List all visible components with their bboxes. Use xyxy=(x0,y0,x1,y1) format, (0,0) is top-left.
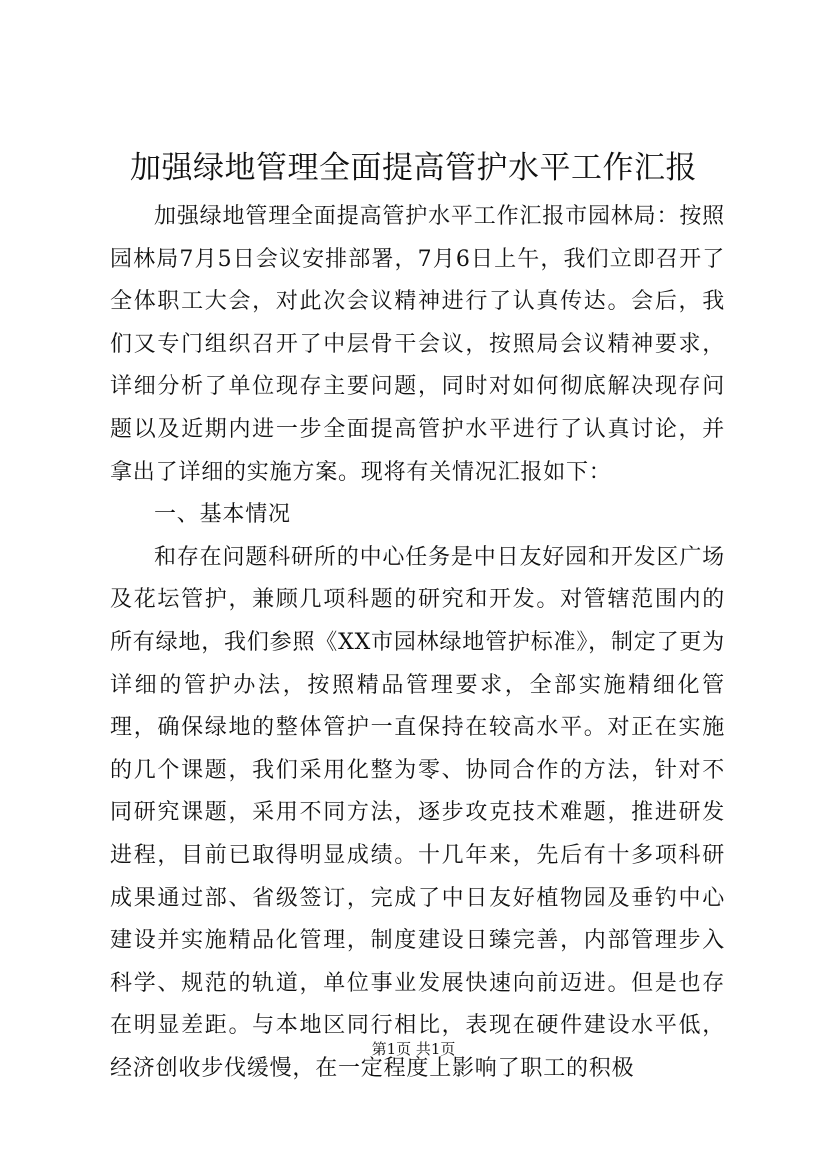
document-title: 加强绿地管理全面提高管护水平工作汇报 xyxy=(130,150,697,186)
paragraph-intro: 加强绿地管理全面提高管护水平工作汇报市园林局：按照园林局7月5日会议安排部署，7月6日上午，我们立即召开了全体职工大会，对此次会议精神进行了认真传达。会后，我们又专门组织召开了中层骨干会议，按照局会议精神要求，详细分析了单位现存主要问题，同时对如何彻底解决现存问题以及近期内进一步全面提高管护水平进行了认真讨论，并拿出了详细的实施方案。现将有关情况汇报如下： xyxy=(110,204,725,485)
paragraph-basic-situation: 和存在问题科研所的中心任务是中日友好园和开发区广场及花坛管护，兼顾几项科题的研究和开发。对管辖范围内的所有绿地，我们参照《XX市园林绿地管护标准》，制定了更为详细的管护办法，按照精品管理要求，全部实施精细化管理，确保绿地的整体管护一直保持在较高水平。对正在实施的几个课题，我们采用化整为零、协同合作的方法，针对不同研究课题，采用不同方法，逐步攻克技术难题，推进研发进程，目前已取得明显成绩。十几年来，先后有十多项科研成果通过部、省级签订，完成了中日友好植物园及垂钓中心建设并实施精品化管理，制度建设日臻完善，内部管理步入科学、规范的轨道，单位事业发展快速向前迈进。但是也存在明显差距。与本地区同行相比，表现在硬件建设水平低，经济创收步伐缓慢，在一定程度上影响了职工的积极 xyxy=(110,544,725,1081)
document-body xyxy=(110,196,725,1090)
page-footer: 第1页 共1页 xyxy=(371,1040,456,1058)
section-heading-basic-situation: 一、基本情况 xyxy=(154,502,291,528)
